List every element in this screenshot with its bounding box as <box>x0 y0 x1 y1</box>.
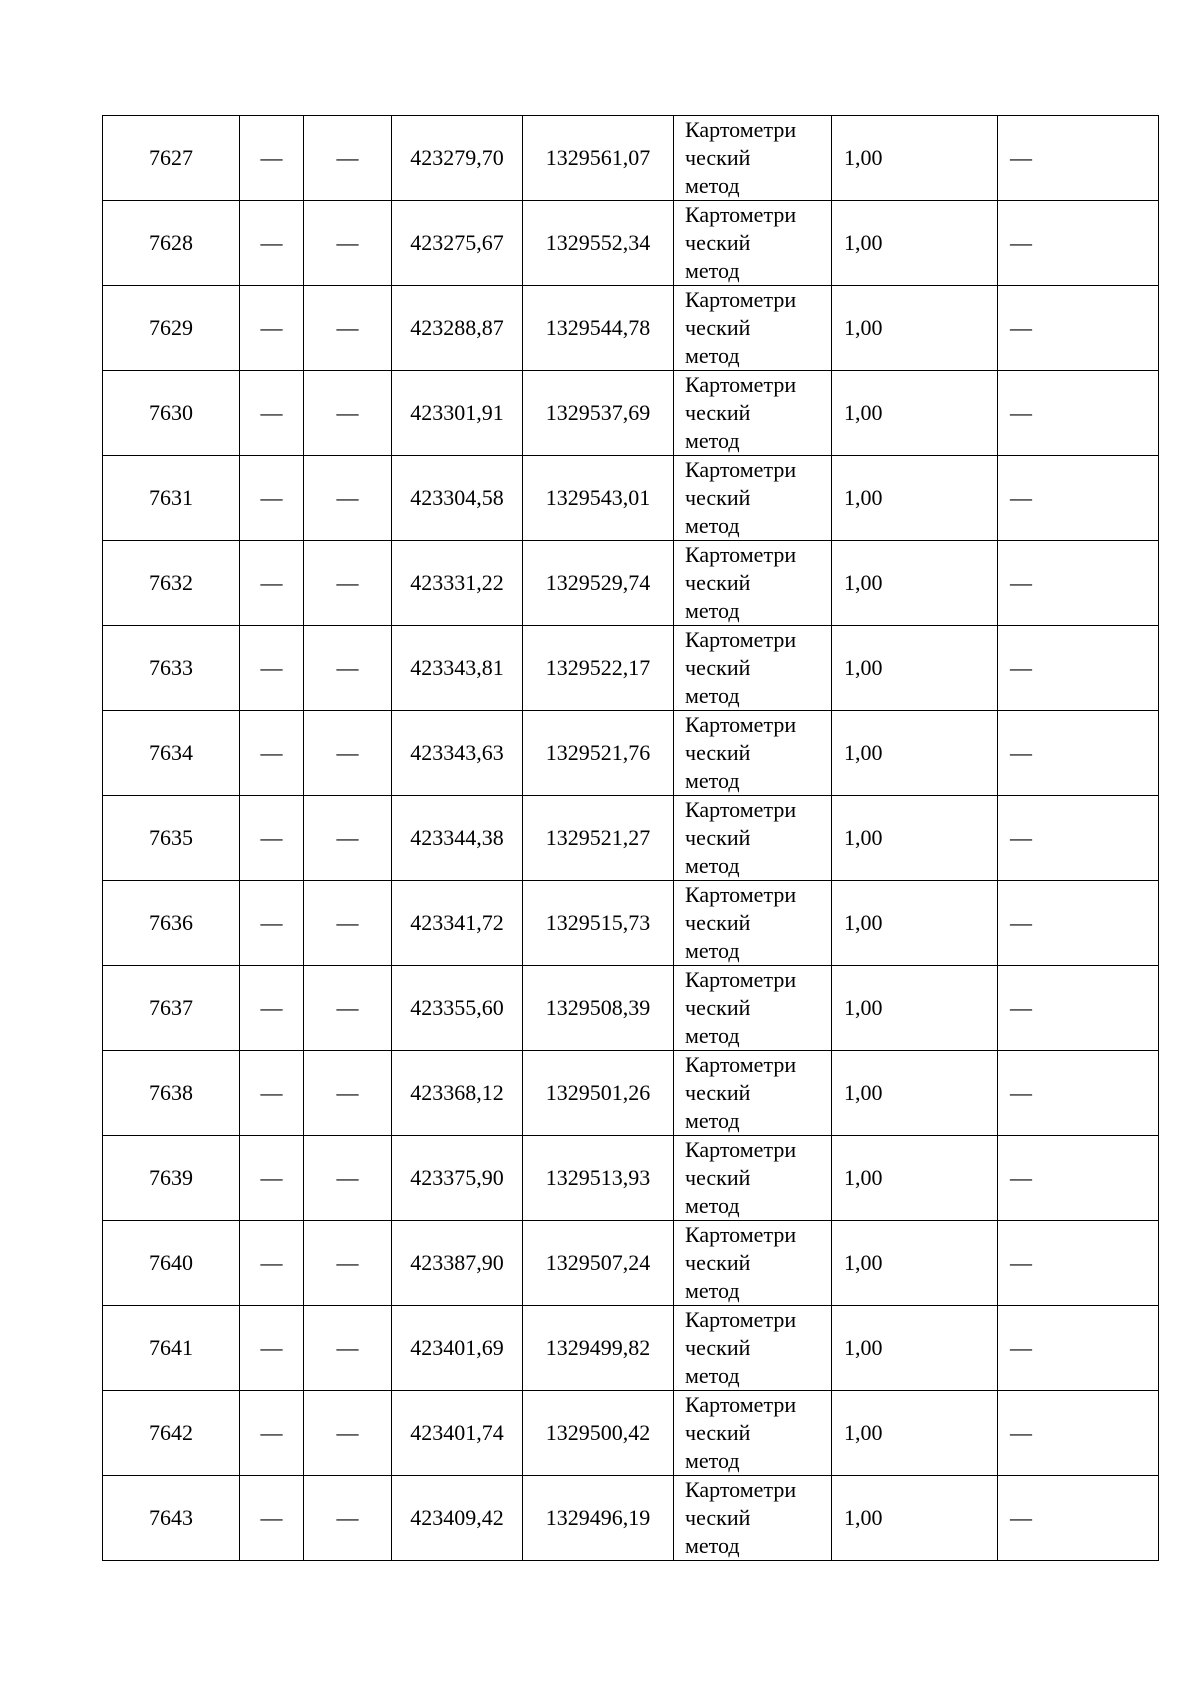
table-row <box>103 711 1159 796</box>
table-row <box>103 1051 1159 1136</box>
x-coordinate-cell: 423304,58 <box>392 456 523 541</box>
accuracy-cell: 1,00 <box>832 1391 998 1476</box>
method-text-line: Картометри <box>685 1137 797 1162</box>
y-coordinate-cell: 1329543,01 <box>523 456 674 541</box>
method-text-line: ческий <box>685 995 751 1020</box>
x-coordinate-cell: 423343,81 <box>392 626 523 711</box>
method-text-line: ческий <box>685 570 751 595</box>
method-text-line: ческий <box>685 1165 751 1190</box>
accuracy-cell: 1,00 <box>832 1051 998 1136</box>
method-cell <box>674 1136 832 1221</box>
description-cell: — <box>998 1051 1159 1136</box>
method-text-line: Картометри <box>685 1052 797 1077</box>
accuracy-cell: 1,00 <box>832 626 998 711</box>
point-number-cell: 7634 <box>103 711 240 796</box>
description-cell: — <box>998 711 1159 796</box>
method-text-line: метод <box>685 428 740 453</box>
method-cell <box>674 966 832 1051</box>
old-y-cell: — <box>304 371 392 456</box>
old-x-cell: — <box>240 1391 304 1476</box>
x-coordinate-cell: 423275,67 <box>392 201 523 286</box>
method-text-line: метод <box>685 1278 740 1303</box>
old-y-cell: — <box>304 1391 392 1476</box>
method-text-line: метод <box>685 853 740 878</box>
old-x-cell: — <box>240 966 304 1051</box>
description-cell: — <box>998 1306 1159 1391</box>
method-text-line: метод <box>685 1448 740 1473</box>
point-number-cell: 7643 <box>103 1476 240 1561</box>
table-row <box>103 456 1159 541</box>
point-number-cell: 7627 <box>103 116 240 201</box>
method-cell <box>674 711 832 796</box>
accuracy-cell: 1,00 <box>832 286 998 371</box>
old-y-cell: — <box>304 286 392 371</box>
method-text-line: ческий <box>685 400 751 425</box>
method-text-line: ческий <box>685 1080 751 1105</box>
method-cell <box>674 286 832 371</box>
method-cell <box>674 1051 832 1136</box>
old-y-cell: — <box>304 1136 392 1221</box>
accuracy-cell: 1,00 <box>832 116 998 201</box>
point-number-cell: 7630 <box>103 371 240 456</box>
accuracy-cell: 1,00 <box>832 456 998 541</box>
old-y-cell: — <box>304 201 392 286</box>
point-number-cell: 7629 <box>103 286 240 371</box>
method-text-line: ческий <box>685 1250 751 1275</box>
old-y-cell: — <box>304 796 392 881</box>
description-cell: — <box>998 371 1159 456</box>
x-coordinate-cell: 423279,70 <box>392 116 523 201</box>
description-cell: — <box>998 1391 1159 1476</box>
method-text-line: Картометри <box>685 882 797 907</box>
method-text-line: ческий <box>685 740 751 765</box>
old-x-cell: — <box>240 1136 304 1221</box>
accuracy-cell: 1,00 <box>832 1476 998 1561</box>
method-text-line: Картометри <box>685 967 797 992</box>
table-row <box>103 541 1159 626</box>
method-cell <box>674 371 832 456</box>
table-row <box>103 1136 1159 1221</box>
old-x-cell: — <box>240 881 304 966</box>
old-y-cell: — <box>304 116 392 201</box>
table-row <box>103 286 1159 371</box>
accuracy-cell: 1,00 <box>832 541 998 626</box>
old-y-cell: — <box>304 456 392 541</box>
old-y-cell: — <box>304 966 392 1051</box>
y-coordinate-cell: 1329500,42 <box>523 1391 674 1476</box>
method-text-line: метод <box>685 258 740 283</box>
description-cell: — <box>998 1476 1159 1561</box>
method-cell <box>674 1476 832 1561</box>
method-text-line: Картометри <box>685 627 797 652</box>
table-row <box>103 1221 1159 1306</box>
x-coordinate-cell: 423343,63 <box>392 711 523 796</box>
point-number-cell: 7640 <box>103 1221 240 1306</box>
table-row <box>103 116 1159 201</box>
old-y-cell: — <box>304 626 392 711</box>
method-cell <box>674 626 832 711</box>
method-text-line: Картометри <box>685 372 797 397</box>
y-coordinate-cell: 1329522,17 <box>523 626 674 711</box>
table-row <box>103 626 1159 711</box>
description-cell: — <box>998 456 1159 541</box>
method-text-line: метод <box>685 683 740 708</box>
point-number-cell: 7633 <box>103 626 240 711</box>
x-coordinate-cell: 423409,42 <box>392 1476 523 1561</box>
method-text-line: ческий <box>685 315 751 340</box>
method-cell <box>674 1306 832 1391</box>
method-text-line: Картометри <box>685 457 797 482</box>
description-cell: — <box>998 881 1159 966</box>
point-number-cell: 7642 <box>103 1391 240 1476</box>
point-number-cell: 7641 <box>103 1306 240 1391</box>
method-text-line: Картометри <box>685 542 797 567</box>
method-text-line: метод <box>685 938 740 963</box>
description-cell: — <box>998 966 1159 1051</box>
old-x-cell: — <box>240 116 304 201</box>
table-row <box>103 881 1159 966</box>
old-y-cell: — <box>304 1221 392 1306</box>
method-cell <box>674 116 832 201</box>
old-x-cell: — <box>240 201 304 286</box>
y-coordinate-cell: 1329496,19 <box>523 1476 674 1561</box>
method-text-line: метод <box>685 1023 740 1048</box>
y-coordinate-cell: 1329521,76 <box>523 711 674 796</box>
old-y-cell: — <box>304 1306 392 1391</box>
accuracy-cell: 1,00 <box>832 1221 998 1306</box>
accuracy-cell: 1,00 <box>832 201 998 286</box>
old-y-cell: — <box>304 711 392 796</box>
x-coordinate-cell: 423401,74 <box>392 1391 523 1476</box>
y-coordinate-cell: 1329521,27 <box>523 796 674 881</box>
accuracy-cell: 1,00 <box>832 881 998 966</box>
description-cell: — <box>998 796 1159 881</box>
coordinates-table <box>102 115 1159 1561</box>
method-text-line: метод <box>685 598 740 623</box>
old-x-cell: — <box>240 1476 304 1561</box>
point-number-cell: 7628 <box>103 201 240 286</box>
method-cell <box>674 456 832 541</box>
x-coordinate-cell: 423341,72 <box>392 881 523 966</box>
method-cell <box>674 796 832 881</box>
method-text-line: метод <box>685 1108 740 1133</box>
x-coordinate-cell: 423301,91 <box>392 371 523 456</box>
method-text-line: Картометри <box>685 1222 797 1247</box>
table-row <box>103 796 1159 881</box>
x-coordinate-cell: 423288,87 <box>392 286 523 371</box>
old-x-cell: — <box>240 1221 304 1306</box>
method-cell <box>674 201 832 286</box>
description-cell: — <box>998 286 1159 371</box>
method-text-line: метод <box>685 513 740 538</box>
method-text-line: Картометри <box>685 1477 797 1502</box>
point-number-cell: 7636 <box>103 881 240 966</box>
method-text-line: метод <box>685 1533 740 1558</box>
method-cell <box>674 1221 832 1306</box>
method-text-line: метод <box>685 343 740 368</box>
description-cell: — <box>998 116 1159 201</box>
method-text-line: ческий <box>685 1420 751 1445</box>
method-text-line: метод <box>685 173 740 198</box>
accuracy-cell: 1,00 <box>832 1306 998 1391</box>
y-coordinate-cell: 1329501,26 <box>523 1051 674 1136</box>
old-y-cell: — <box>304 881 392 966</box>
method-text-line: ческий <box>685 1505 751 1530</box>
table-row <box>103 201 1159 286</box>
description-cell: — <box>998 541 1159 626</box>
accuracy-cell: 1,00 <box>832 966 998 1051</box>
old-x-cell: — <box>240 711 304 796</box>
method-text-line: метод <box>685 1363 740 1388</box>
table-row <box>103 1391 1159 1476</box>
method-text-line: метод <box>685 1193 740 1218</box>
method-text-line: ческий <box>685 485 751 510</box>
table-row <box>103 966 1159 1051</box>
table-row <box>103 371 1159 456</box>
table-row <box>103 1306 1159 1391</box>
old-y-cell: — <box>304 1476 392 1561</box>
description-cell: — <box>998 626 1159 711</box>
old-y-cell: — <box>304 1051 392 1136</box>
method-text-line: Картометри <box>685 712 797 737</box>
x-coordinate-cell: 423344,38 <box>392 796 523 881</box>
table-row <box>103 1476 1159 1561</box>
old-x-cell: — <box>240 626 304 711</box>
method-text-line: Картометри <box>685 117 797 142</box>
method-cell <box>674 541 832 626</box>
y-coordinate-cell: 1329561,07 <box>523 116 674 201</box>
method-text-line: ческий <box>685 655 751 680</box>
old-y-cell: — <box>304 541 392 626</box>
accuracy-cell: 1,00 <box>832 796 998 881</box>
old-x-cell: — <box>240 541 304 626</box>
method-cell <box>674 881 832 966</box>
x-coordinate-cell: 423401,69 <box>392 1306 523 1391</box>
method-text-line: Картометри <box>685 202 797 227</box>
method-text-line: метод <box>685 768 740 793</box>
old-x-cell: — <box>240 1306 304 1391</box>
method-text-line: ческий <box>685 230 751 255</box>
accuracy-cell: 1,00 <box>832 371 998 456</box>
y-coordinate-cell: 1329508,39 <box>523 966 674 1051</box>
method-text-line: ческий <box>685 145 751 170</box>
description-cell: — <box>998 201 1159 286</box>
method-text-line: Картометри <box>685 287 797 312</box>
method-text-line: ческий <box>685 1335 751 1360</box>
y-coordinate-cell: 1329515,73 <box>523 881 674 966</box>
method-text-line: ческий <box>685 910 751 935</box>
x-coordinate-cell: 423387,90 <box>392 1221 523 1306</box>
point-number-cell: 7632 <box>103 541 240 626</box>
point-number-cell: 7637 <box>103 966 240 1051</box>
old-x-cell: — <box>240 1051 304 1136</box>
y-coordinate-cell: 1329537,69 <box>523 371 674 456</box>
old-x-cell: — <box>240 371 304 456</box>
point-number-cell: 7638 <box>103 1051 240 1136</box>
method-cell <box>674 1391 832 1476</box>
point-number-cell: 7631 <box>103 456 240 541</box>
y-coordinate-cell: 1329513,93 <box>523 1136 674 1221</box>
x-coordinate-cell: 423368,12 <box>392 1051 523 1136</box>
x-coordinate-cell: 423331,22 <box>392 541 523 626</box>
y-coordinate-cell: 1329507,24 <box>523 1221 674 1306</box>
y-coordinate-cell: 1329499,82 <box>523 1306 674 1391</box>
accuracy-cell: 1,00 <box>832 711 998 796</box>
x-coordinate-cell: 423355,60 <box>392 966 523 1051</box>
point-number-cell: 7635 <box>103 796 240 881</box>
method-text-line: Картометри <box>685 1392 797 1417</box>
accuracy-cell: 1,00 <box>832 1136 998 1221</box>
old-x-cell: — <box>240 796 304 881</box>
y-coordinate-cell: 1329529,74 <box>523 541 674 626</box>
y-coordinate-cell: 1329552,34 <box>523 201 674 286</box>
old-x-cell: — <box>240 286 304 371</box>
method-text-line: ческий <box>685 825 751 850</box>
table-body <box>103 116 1159 1561</box>
x-coordinate-cell: 423375,90 <box>392 1136 523 1221</box>
point-number-cell: 7639 <box>103 1136 240 1221</box>
method-text-line: Картометри <box>685 1307 797 1332</box>
description-cell: — <box>998 1221 1159 1306</box>
y-coordinate-cell: 1329544,78 <box>523 286 674 371</box>
description-cell: — <box>998 1136 1159 1221</box>
old-x-cell: — <box>240 456 304 541</box>
method-text-line: Картометри <box>685 797 797 822</box>
